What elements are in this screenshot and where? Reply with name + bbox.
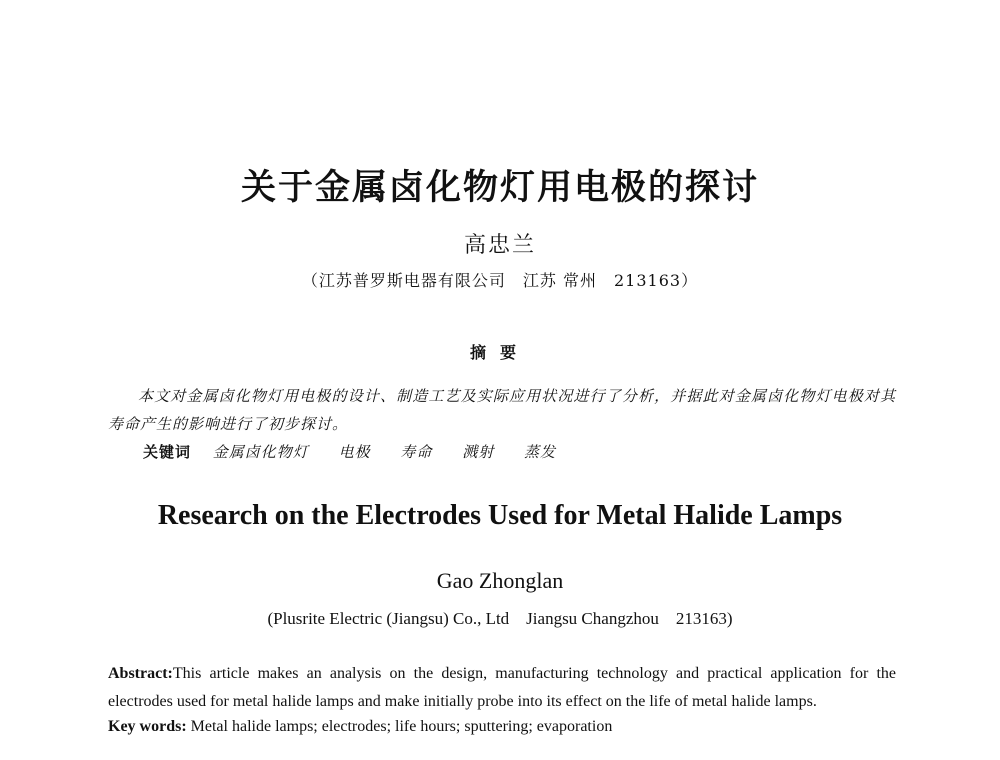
chinese-keyword: 金属卤化物灯 — [212, 443, 309, 461]
english-keywords — [108, 718, 612, 736]
english-keywords-text: Metal halide lamps; electrodes; life hours; sputtering; evaporation — [190, 718, 613, 735]
chinese-author: 高忠兰 — [463, 233, 536, 258]
english-keywords-label: Key words: — [108, 718, 187, 735]
chinese-title: 关于金属卤化物灯用电极的探讨 — [240, 168, 759, 208]
chinese-keyword: 溅射 — [462, 443, 495, 461]
chinese-keyword: 电极 — [338, 443, 371, 461]
english-abstract-label: Abstract: — [108, 665, 173, 682]
english-abstract — [108, 660, 896, 716]
english-author: Gao Zhonglan — [436, 568, 564, 593]
chinese-affiliation: （江苏普罗斯电器有限公司 江苏 常州 213163） — [301, 271, 699, 290]
chinese-keywords — [143, 441, 580, 462]
chinese-keywords-label: 关键词 — [143, 443, 192, 461]
english-abstract-text: This article makes an analysis on the design, manufacturing technology and practical application for the electrodes used for metal halide lamps and make initially probe into its effect on the life of metal halide lamps. — [108, 665, 896, 710]
chinese-abstract: 本文对金属卤化物灯用电极的设计、制造工艺及实际应用状况进行了分析，并据此对金属卤化物灯电极对其寿命产生的影响进行了初步探讨。 — [108, 387, 896, 433]
chinese-keyword: 蒸发 — [523, 443, 556, 461]
chinese-abstract-heading: 摘要 — [469, 343, 530, 362]
english-affiliation: (Plusrite Electric (Jiangsu) Co., Ltd Jiangsu Changzhou 213163) — [267, 609, 733, 628]
chinese-keyword: 寿命 — [400, 443, 433, 461]
english-title: Research on the Electrodes Used for Metal Halide Lamps — [157, 500, 843, 531]
